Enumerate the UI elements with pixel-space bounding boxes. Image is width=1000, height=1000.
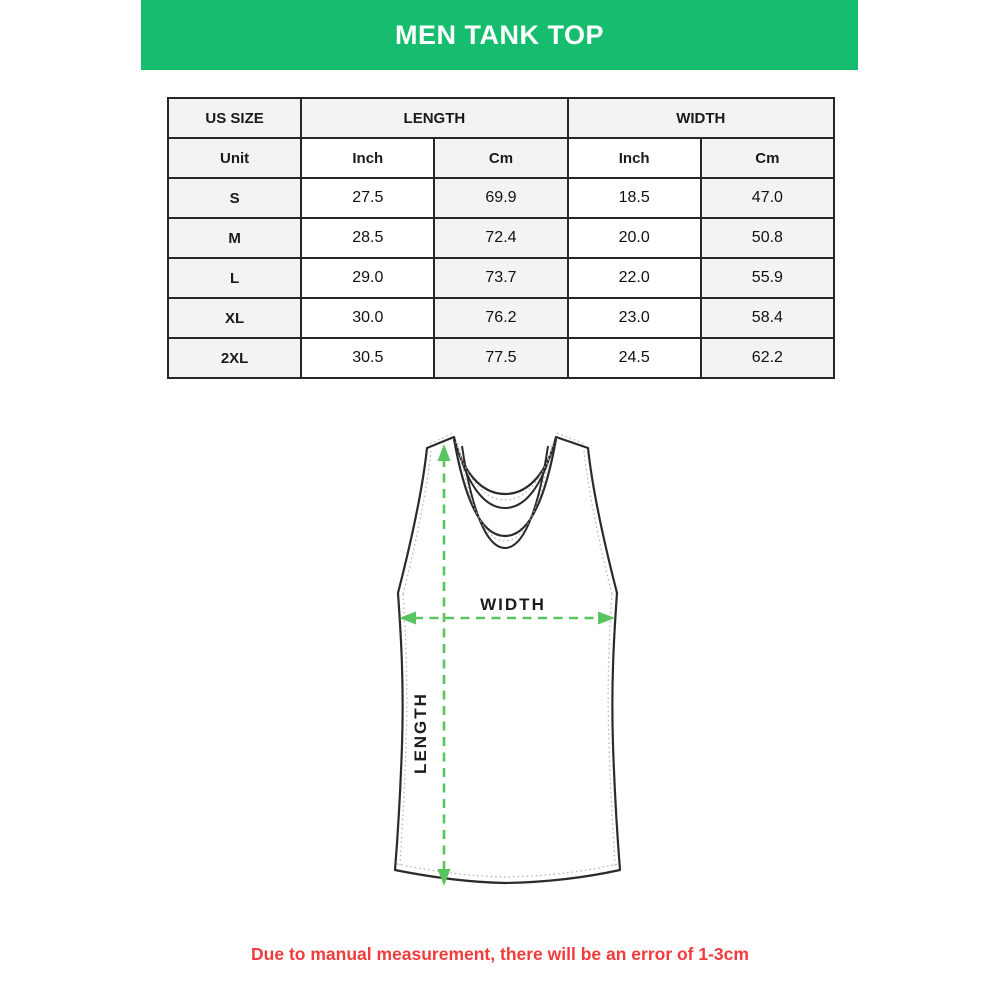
col-header-width: WIDTH: [568, 98, 834, 138]
page-title: MEN TANK TOP: [394, 19, 604, 50]
table-row: [168, 338, 834, 378]
unit-length-cm: Cm: [434, 138, 567, 178]
cell-width-cm: 55.9: [701, 258, 834, 298]
cell-length-cm: 72.4: [434, 218, 567, 258]
cell-length-inch: 28.5: [301, 218, 434, 258]
unit-width-inch: Inch: [568, 138, 701, 178]
length-arrow-label: LENGTH: [411, 692, 430, 774]
table-row: [168, 298, 834, 338]
cell-width-cm: 58.4: [701, 298, 834, 338]
unit-label: Unit: [168, 138, 301, 178]
tank-top-diagram: [370, 420, 650, 900]
cell-length-inch: 30.0: [301, 298, 434, 338]
cell-width-inch: 23.0: [568, 298, 701, 338]
tank-top-illustration: [370, 420, 650, 900]
cell-width-cm: 50.8: [701, 218, 834, 258]
unit-length-inch: Inch: [301, 138, 434, 178]
cell-width-inch: 24.5: [568, 338, 701, 378]
cell-width-cm: 62.2: [701, 338, 834, 378]
table-row: [168, 258, 834, 298]
cell-length-inch: 27.5: [301, 178, 434, 218]
table-row: [168, 218, 834, 258]
cell-width-inch: 18.5: [568, 178, 701, 218]
unit-width-cm: Cm: [701, 138, 834, 178]
tank-body-outline: [395, 437, 620, 883]
cell-length-inch: 30.5: [301, 338, 434, 378]
table-group-header-row: [168, 98, 834, 138]
cell-width-cm: 47.0: [701, 178, 834, 218]
cell-width-inch: 22.0: [568, 258, 701, 298]
cell-length-cm: 76.2: [434, 298, 567, 338]
table-unit-row: [168, 138, 834, 178]
size-label: 2XL: [168, 338, 301, 378]
size-label: S: [168, 178, 301, 218]
size-table: [167, 97, 835, 379]
table-row: [168, 178, 834, 218]
col-header-length: LENGTH: [301, 98, 567, 138]
cell-width-inch: 20.0: [568, 218, 701, 258]
size-label: L: [168, 258, 301, 298]
measurement-disclaimer: Due to manual measurement, there will be an error of 1-3cm: [251, 944, 749, 964]
size-label: XL: [168, 298, 301, 338]
cell-length-cm: 77.5: [434, 338, 567, 378]
cell-length-inch: 29.0: [301, 258, 434, 298]
cell-length-cm: 73.7: [434, 258, 567, 298]
size-label: M: [168, 218, 301, 258]
title-banner: [141, 0, 858, 70]
width-arrow-label: WIDTH: [480, 595, 546, 614]
col-header-us-size: US SIZE: [168, 98, 301, 138]
cell-length-cm: 69.9: [434, 178, 567, 218]
